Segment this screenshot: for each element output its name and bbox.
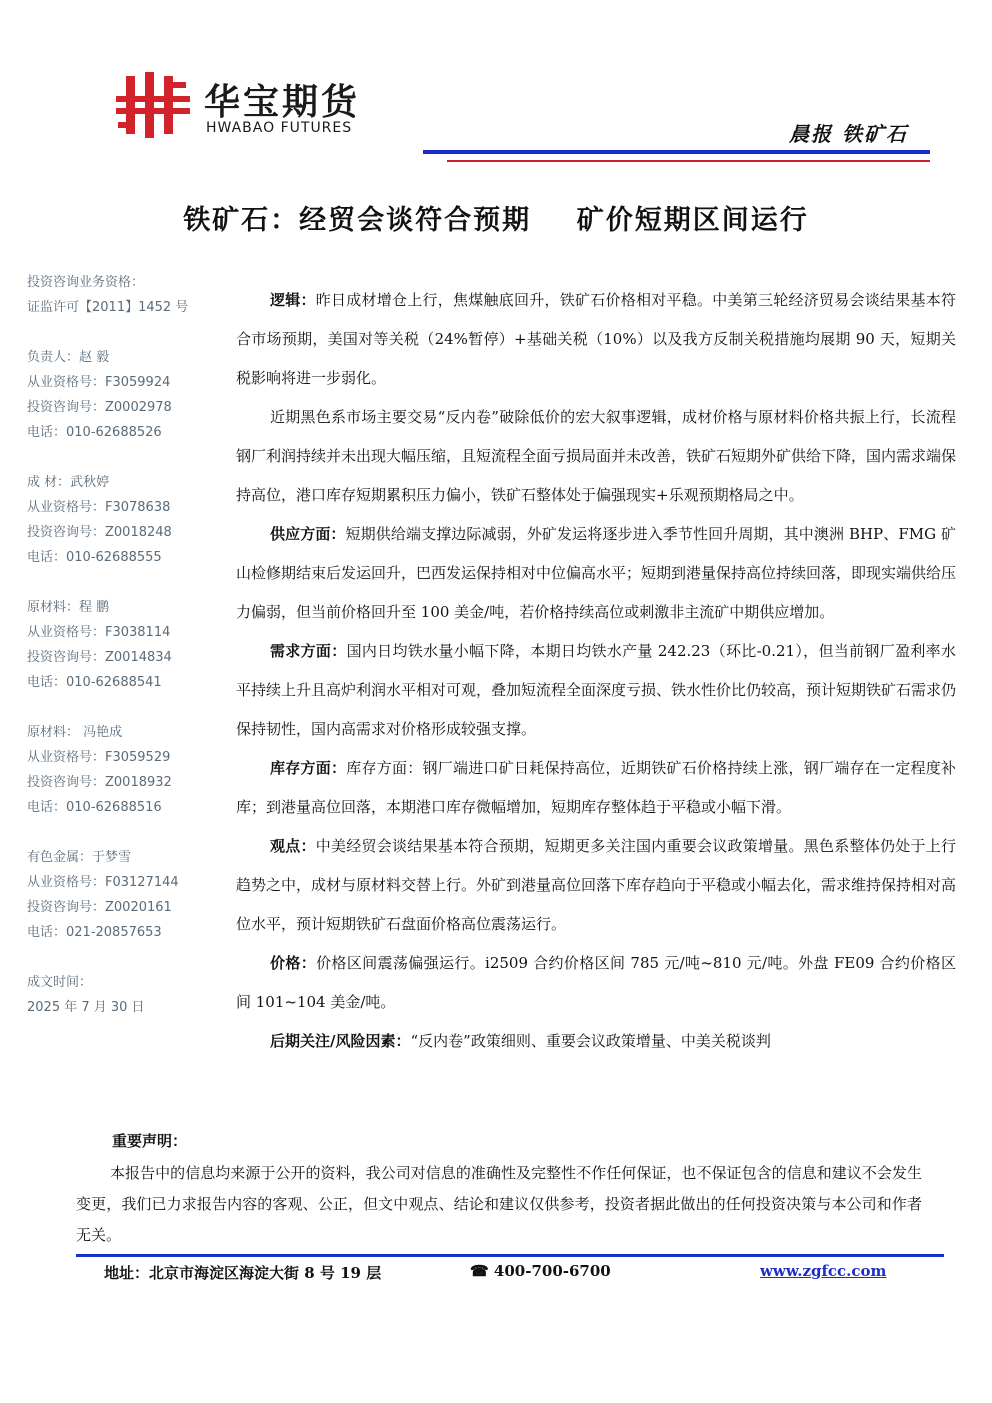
paragraph-label: 价格： xyxy=(270,954,317,972)
sidebar-line: 从业资格号：F3059924 xyxy=(27,375,171,390)
header-divider-red xyxy=(447,160,930,162)
sidebar-line: 电话：021-20857653 xyxy=(27,925,162,940)
footer-website-link[interactable]: www.zgfcc.com xyxy=(760,1262,887,1280)
body-paragraph xyxy=(236,515,956,632)
body-paragraph xyxy=(236,749,956,827)
sidebar-line: 投资咨询号：Z0002978 xyxy=(27,400,172,415)
disclaimer-text: 本报告中的信息均来源于公开的资料，我公司对信息的准确性及完整性不作任何保证，也不保证包含的信息和建议不会发生变更，我们已力求报告内容的客观、公正，但文中观点、结论和建议仅供参考，投资者据此做出的任何投资决策与本公司和作者无关。 xyxy=(76,1164,922,1244)
paragraph-label: 库存方面： xyxy=(270,759,347,777)
sidebar-line: 电话：010-62688555 xyxy=(27,550,162,565)
sidebar-line: 从业资格号：F3078638 xyxy=(27,500,171,515)
disclaimer xyxy=(76,1128,922,1251)
paragraph-label: 后期关注/风险因素： xyxy=(270,1032,411,1050)
sidebar-line: 原材料：程 鹏 xyxy=(27,600,110,615)
sidebar-group xyxy=(27,595,227,695)
hwabao-logo-icon xyxy=(112,72,194,138)
paragraph-label: 观点： xyxy=(270,837,316,855)
paragraph-text: 国内日均铁水量小幅下降，本期日均铁水产量 242.23（环比-0.21），但当前钢厂盈利率水平持续上升且高炉利润水平相对可观，叠加短流程全面深度亏损、铁水性价比仍较高，预计短期铁矿石需求仍保持韧性，国内高需求对价格形成较强支撑。 xyxy=(236,642,957,738)
sidebar-line: 投资咨询业务资格： xyxy=(27,275,145,290)
sidebar-group xyxy=(27,845,227,945)
sidebar-line: 投资咨询号：Z0014834 xyxy=(27,650,172,665)
sidebar-group xyxy=(27,345,227,445)
footer xyxy=(76,1262,944,1286)
sidebar-line: 证监许可【2011】1452 号 xyxy=(27,300,189,315)
sidebar-line: 有色金属：于梦雪 xyxy=(27,850,132,865)
sidebar-line: 电话：010-62688541 xyxy=(27,675,162,690)
sidebar-line: 从业资格号：F3038114 xyxy=(27,625,171,640)
sidebar-line: 从业资格号：F03127144 xyxy=(27,875,179,890)
sidebar-group xyxy=(27,270,227,320)
paragraph-label: 需求方面： xyxy=(270,642,347,660)
paragraph-text: 近期黑色系市场主要交易“反内卷”破除低价的宏大叙事逻辑，成材价格与原材料价格共振上行，长流程钢厂利润持续并未出现大幅压缩，且短流程全面亏损局面并未改善，铁矿石短期外矿供给下降，国内需求端保持高位，港口库存短期累积压力偏小，铁矿石整体处于偏强现实+乐观预期格局之中。 xyxy=(236,408,957,504)
sidebar-line: 原材料： 冯艳成 xyxy=(27,725,123,740)
logo-english-name: HWABAO FUTURES xyxy=(206,120,353,136)
sidebar-group xyxy=(27,470,227,570)
paragraph-text: 短期供给端支撑边际减弱，外矿发运将逐步进入季节性回升周期，其中澳洲 BHP、FMG 矿山检修期结束后发运回升，巴西发运保持相对中位偏高水平；短期到港量保持高位持续回落，即现实端供给压力偏弱，但当前价格回升至 100 美金/吨，若价格持续高位或刺激非主流矿中期供应增加。 xyxy=(236,525,957,621)
paragraph-text: “反内卷”政策细则、重要会议政策增量、中美关税谈判 xyxy=(410,1032,771,1050)
sidebar-line: 电话：010-62688516 xyxy=(27,800,162,815)
body-paragraph xyxy=(236,398,956,515)
body-paragraph xyxy=(236,281,956,398)
body-paragraph xyxy=(236,632,956,749)
report-body xyxy=(236,281,956,1061)
paragraph-text: 价格区间震荡偏强运行。i2509 合约价格区间 785 元/吨~810 元/吨。外盘 FE09 合约价格区间 101~104 美金/吨。 xyxy=(236,954,956,1011)
sidebar-line: 成 材：武秋婷 xyxy=(27,475,110,490)
sidebar-group xyxy=(27,720,227,820)
sidebar-line: 投资咨询号：Z0018932 xyxy=(27,775,172,790)
sidebar-line: 电话：010-62688526 xyxy=(27,425,162,440)
report-title: 铁矿石：经贸会谈符合预期 矿价短期区间运行 xyxy=(183,205,809,236)
body-paragraph xyxy=(236,944,956,1022)
footer-phone: ☎ 400-700-6700 xyxy=(470,1262,611,1280)
company-logo xyxy=(112,72,412,142)
sidebar-line: 2025 年 7 月 30 日 xyxy=(27,1000,145,1015)
sidebar-line: 从业资格号：F3059529 xyxy=(27,750,171,765)
header-divider-blue xyxy=(423,150,930,154)
paragraph-label: 逻辑： xyxy=(270,291,316,309)
disclaimer-title: 重要声明： xyxy=(112,1132,188,1150)
sidebar-group xyxy=(27,970,227,1020)
footer-address: 地址：北京市海淀区海淀大街 8 号 19 层 xyxy=(104,1264,382,1282)
footer-divider xyxy=(76,1254,944,1257)
paragraph-text: 库存方面：钢厂端进口矿日耗保持高位，近期铁矿石价格持续上涨，钢厂端存在一定程度补库；到港量高位回落，本期港口库存微幅增加，短期库存整体趋于平稳或小幅下滑。 xyxy=(236,759,956,816)
sidebar-line: 负责人：赵 毅 xyxy=(27,350,110,365)
paragraph-text: 昨日成材增仓上行，焦煤触底回升，铁矿石价格相对平稳。中美第三轮经济贸易会谈结果基本符合市场预期，美国对等关税（24%暂停）+基础关税（10%）以及我方反制关税措施均展期 90 天，短期关税影响将进一步弱化。 xyxy=(236,291,956,387)
paragraph-text: 中美经贸会谈结果基本符合预期，短期更多关注国内重要会议政策增量。黑色系整体仍处于上行趋势之中，成材与原材料交替上行。外矿到港量高位回落下库存趋向于平稳或小幅去化，需求维持保持相对高位水平，预计短期铁矿石盘面价格高位震荡运行。 xyxy=(236,837,957,933)
sidebar-line: 投资咨询号：Z0018248 xyxy=(27,525,172,540)
sidebar-line: 投资咨询号：Z0020161 xyxy=(27,900,172,915)
body-paragraph xyxy=(236,827,956,944)
logo-chinese-name: 华宝期货 xyxy=(204,82,361,123)
paragraph-label: 供应方面： xyxy=(270,525,346,543)
analyst-sidebar xyxy=(27,270,227,1045)
report-type-tag: 晨报 铁矿石 xyxy=(789,122,908,146)
sidebar-line: 成文时间： xyxy=(27,975,93,990)
body-paragraph xyxy=(236,1022,956,1061)
